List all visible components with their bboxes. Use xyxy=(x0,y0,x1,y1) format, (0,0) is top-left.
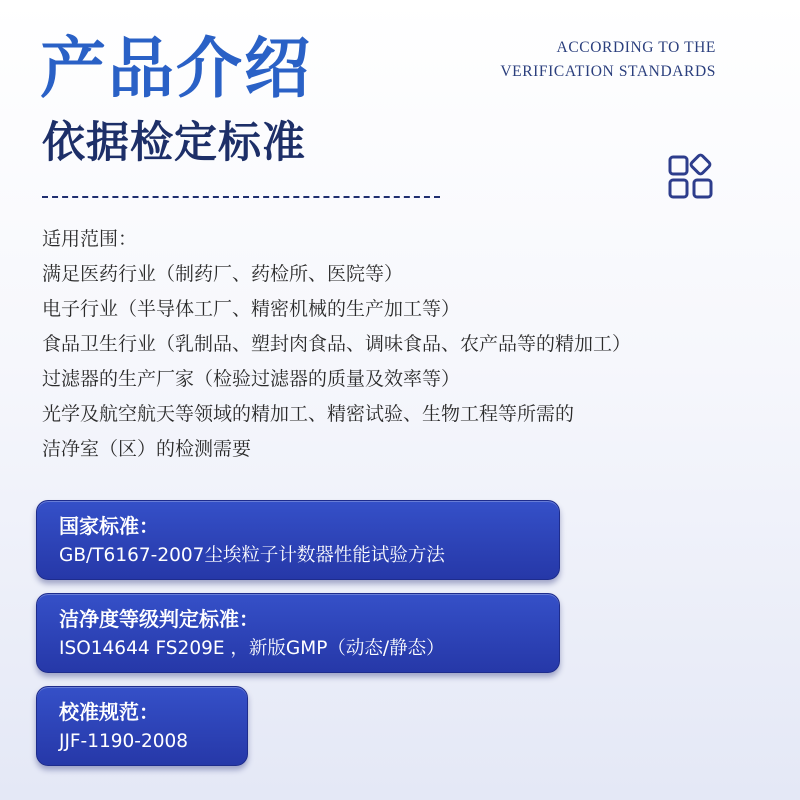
scope-item: 过滤器的生产厂家（检验过滤器的质量及效率等） xyxy=(42,368,461,390)
scope-item: 光学及航空航天等领域的精加工、精密试验、生物工程等所需的 xyxy=(42,403,575,425)
english-heading-line1: ACCORDING TO THE xyxy=(556,39,716,56)
card-label: 国家标准： xyxy=(59,514,159,538)
scope-item: 电子行业（半导体工厂、精密机械的生产加工等） xyxy=(42,298,461,320)
page-title: 产品介绍 xyxy=(40,29,312,107)
page-subtitle: 依据检定标准 xyxy=(42,118,306,168)
cleanliness-standard-card xyxy=(36,593,560,673)
scope-item: 满足医药行业（制药厂、药检所、医院等） xyxy=(42,263,404,285)
scope-section xyxy=(42,222,772,467)
grid-diamond-icon xyxy=(668,153,716,201)
english-heading xyxy=(500,36,716,84)
dashed-divider xyxy=(42,196,440,198)
card-label: 洁净度等级判定标准： xyxy=(59,607,259,631)
card-value: JJF-1190-2008 xyxy=(59,731,189,752)
scope-item: 洁净室（区）的检测需要 xyxy=(42,438,252,460)
card-value: GB/T6167-2007尘埃粒子计数器性能试验方法 xyxy=(59,545,445,566)
calibration-spec-card xyxy=(36,686,248,766)
national-standard-card xyxy=(36,500,560,580)
scope-heading: 适用范围： xyxy=(42,228,138,250)
card-value: ISO14644 FS209E ，新版GMP（动态/静态） xyxy=(59,638,445,659)
scope-item: 食品卫生行业（乳制品、塑封肉食品、调味食品、农产品等的精加工） xyxy=(42,333,632,355)
english-heading-line2: VERIFICATION STANDARDS xyxy=(500,63,716,80)
card-label: 校准规范： xyxy=(59,700,159,724)
